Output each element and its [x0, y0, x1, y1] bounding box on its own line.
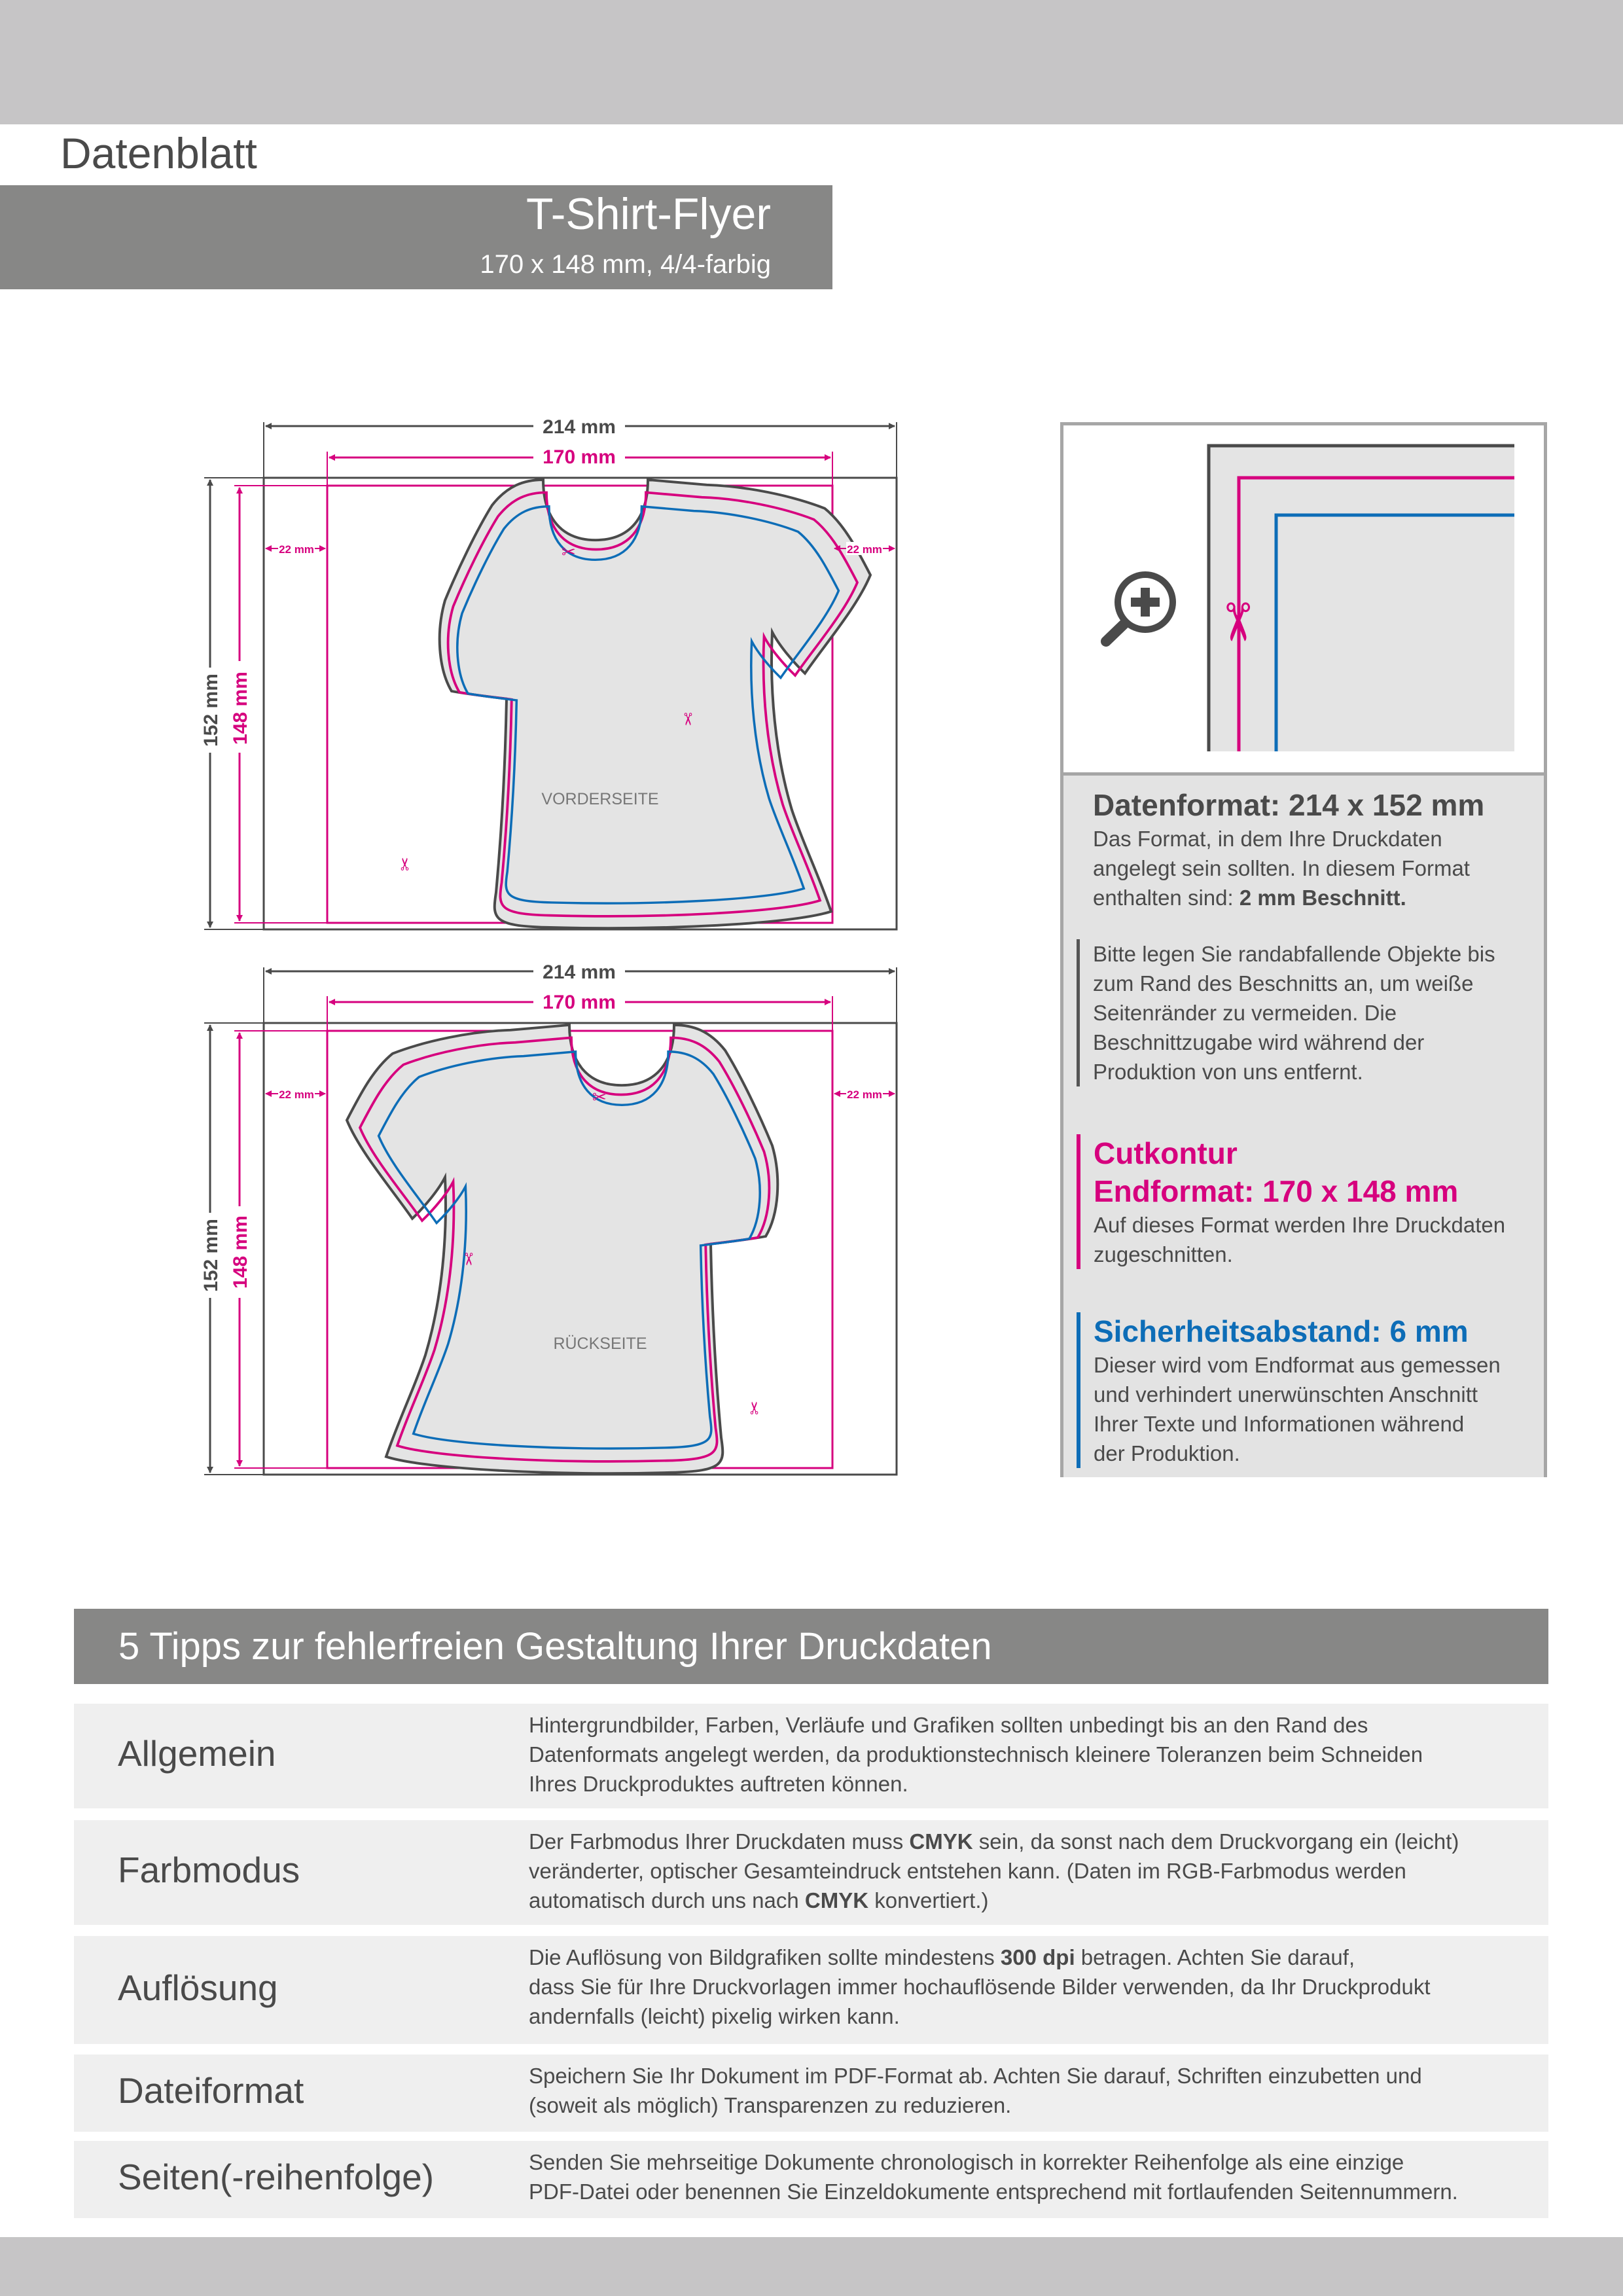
tip-name: Seiten(-reihenfolge) — [118, 2157, 435, 2197]
sicherheit-section — [1077, 1312, 1539, 1468]
doc-label: Datenblatt — [60, 129, 257, 177]
scissors-icon: ✂ — [395, 857, 415, 871]
datenformat-bold: 2 mm Beschnitt. — [1239, 886, 1406, 910]
beschnitt-line: Bitte legen Sie randabfallende Objekte bis — [1093, 942, 1495, 966]
tip-segment: andernfalls (leicht) pixelig wirken kann. — [529, 2004, 900, 2028]
datenformat-line — [1093, 883, 1538, 912]
sicherheit-line: der Produktion. — [1094, 1441, 1240, 1465]
scissors-icon: ✂ — [1208, 600, 1266, 645]
tip-name: Dateiformat — [118, 2070, 304, 2111]
tip-line — [529, 1827, 1537, 1856]
datenformat-line: Das Format, in dem Ihre Druckdaten — [1093, 827, 1442, 851]
tip-segment: Speichern Sie Ihr Dokument im PDF-Format ab. Achten Sie darauf, Schriften einzubetten und — [529, 2064, 1422, 2088]
tip-line — [529, 2147, 1537, 2177]
diagram-front — [196, 412, 897, 929]
tip-text — [529, 1943, 1537, 2031]
info-box — [1060, 422, 1547, 1477]
cutkontur-section — [1077, 1134, 1539, 1269]
cutkontur-line: Auf dieses Format werden Ihre Druckdaten — [1094, 1213, 1506, 1237]
tip-line — [529, 1856, 1537, 1886]
beschnitt-line: Beschnittzugabe wird während der — [1093, 1030, 1425, 1054]
sicherheit-line: Ihrer Texte und Informationen während — [1094, 1412, 1465, 1436]
tip-line — [529, 2090, 1537, 2120]
tip-segment: Die Auflösung von Bildgrafiken sollte mindestens — [529, 1945, 1001, 1969]
tip-segment: betragen. Achten Sie darauf, — [1075, 1945, 1355, 1969]
cutkontur-heading: Cutkontur — [1094, 1136, 1238, 1170]
tip-text — [529, 2147, 1537, 2206]
bottom-band — [0, 2237, 1623, 2296]
height-inner-front: 148 mm — [230, 672, 251, 745]
height-outer-back: 152 mm — [200, 1219, 222, 1292]
margin-left-back: 22 mm — [279, 1088, 314, 1101]
diagram-back — [196, 958, 897, 1475]
tip-line — [529, 1943, 1537, 1972]
tip-segment: Der Farbmodus Ihrer Druckdaten muss — [529, 1829, 910, 1854]
height-inner-back: 148 mm — [230, 1215, 251, 1289]
width-outer-back: 214 mm — [543, 961, 616, 983]
datenformat-line: angelegt sein sollten. In diesem Format — [1093, 856, 1470, 880]
datenformat-heading: Datenformat: 214 x 152 mm — [1093, 788, 1485, 822]
tip-row — [74, 1704, 1548, 1808]
endformat-heading: Endformat: 170 x 148 mm — [1094, 1174, 1459, 1208]
tip-row — [74, 2054, 1548, 2132]
margin-right-back: 22 mm — [847, 1088, 882, 1101]
tip-text — [529, 1827, 1537, 1915]
tip-segment: CMYK — [909, 1829, 973, 1854]
tip-line — [529, 1886, 1537, 1915]
sicherheit-line: Dieser wird vom Endformat aus gemessen — [1094, 1353, 1501, 1377]
tip-line — [529, 1710, 1537, 1740]
tip-name: Farbmodus — [118, 1850, 300, 1890]
beschnitt-line: Produktion von uns entfernt. — [1093, 1060, 1363, 1084]
tip-segment: PDF-Datei oder benennen Sie Einzeldokumente entsprechend mit fortlaufenden Seitennummern. — [529, 2179, 1458, 2204]
page-subtitle: 170 x 148 mm, 4/4-farbig — [480, 250, 771, 279]
height-outer-front: 152 mm — [200, 673, 222, 747]
tip-segment: veränderter, optischer Gesamteindruck entstehen kann. (Daten im RGB-Farbmodus werden — [529, 1859, 1406, 1883]
tip-segment: Senden Sie mehrseitige Dokumente chronologisch in korrekter Reihenfolge als eine einzige — [529, 2150, 1404, 2174]
side-label-back: RÜCKSEITE — [553, 1335, 647, 1353]
sicherheit-line: und verhindert unerwünschten Anschnitt — [1094, 1382, 1478, 1407]
tip-line — [529, 1740, 1537, 1769]
tip-row — [74, 1820, 1548, 1925]
tip-name: Auflösung — [118, 1967, 278, 2008]
width-inner-front: 170 mm — [543, 446, 616, 468]
side-label-front: VORDERSEITE — [541, 790, 659, 808]
margin-left-front: 22 mm — [279, 543, 314, 556]
tip-segment: (soweit als möglich) Transparenzen zu reduzieren. — [529, 2093, 1012, 2117]
tip-name: Allgemein — [118, 1733, 276, 1774]
tip-segment: sein, da sonst nach dem Druckvorgang ein (leicht) — [972, 1829, 1459, 1854]
beschnitt-line: Seitenränder zu vermeiden. Die — [1093, 1001, 1397, 1025]
beschnitt-section — [1077, 939, 1538, 1086]
tip-segment: 300 dpi — [1000, 1945, 1075, 1969]
tip-segment: automatisch durch uns nach — [529, 1888, 805, 1912]
tips-header — [74, 1609, 1548, 1684]
tip-line — [529, 2177, 1537, 2206]
tip-text — [529, 1710, 1537, 1799]
scissors-icon: ✂ — [562, 542, 576, 562]
tip-segment: dass Sie für Ihre Druckvorlagen immer hochauflösende Bilder verwenden, da Ihr Druckprodukt — [529, 1975, 1431, 1999]
datenformat-section — [1093, 786, 1538, 912]
width-inner-back: 170 mm — [543, 992, 616, 1013]
scissors-icon: ✂ — [459, 1252, 478, 1266]
tip-line — [529, 1972, 1537, 2001]
scissors-icon: ✂ — [678, 712, 698, 726]
scissors-icon: ✂ — [745, 1401, 764, 1415]
tip-segment: CMYK — [804, 1888, 869, 1912]
zoom-detail — [1063, 425, 1544, 770]
beschnitt-line: zum Rand des Beschnitts an, um weiße — [1093, 971, 1474, 996]
tip-row — [74, 2141, 1548, 2218]
tip-row — [74, 1936, 1548, 2044]
margin-right-front: 22 mm — [847, 543, 882, 556]
tip-line — [529, 2001, 1537, 2031]
sicherheit-heading: Sicherheitsabstand: 6 mm — [1094, 1314, 1469, 1348]
tip-segment: Hintergrundbilder, Farben, Verläufe und Grafiken sollten unbedingt bis an den Rand des — [529, 1713, 1368, 1737]
tip-line — [529, 2061, 1537, 2090]
width-outer-front: 214 mm — [543, 416, 616, 438]
scissors-icon: ✂ — [592, 1087, 607, 1107]
info-panel — [1063, 772, 1544, 1477]
cutkontur-line: zugeschnitten. — [1094, 1242, 1233, 1266]
tip-line — [529, 1769, 1537, 1799]
zoom-in-icon — [1106, 571, 1176, 641]
tip-segment: konvertiert.) — [868, 1888, 989, 1912]
tip-text — [529, 2061, 1537, 2120]
tip-segment: Datenformats angelegt werden, da produktionstechnisch kleinere Toleranzen beim Schneiden — [529, 1742, 1423, 1767]
datenformat-prefix: enthalten sind: — [1093, 886, 1240, 910]
tips-heading: 5 Tipps zur fehlerfreien Gestaltung Ihrer Druckdaten — [118, 1625, 992, 1668]
tip-segment: Ihres Druckproduktes auftreten können. — [529, 1772, 908, 1796]
page-title: T-Shirt-Flyer — [526, 189, 771, 239]
